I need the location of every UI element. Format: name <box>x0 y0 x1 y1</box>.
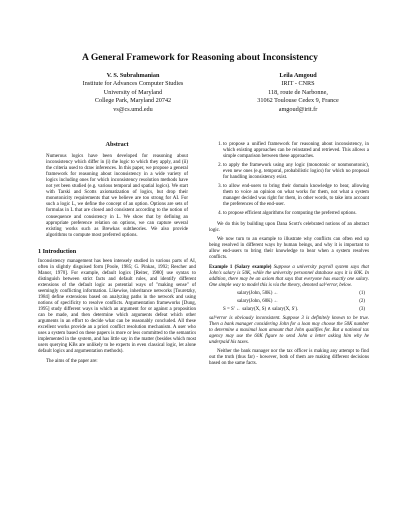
author-address: College Park, Maryland 20742 <box>94 97 172 105</box>
author-affiliation: Institute for Advances Computer Studies <box>82 80 184 88</box>
body-paragraph: We do this by building upon Dana Scott's celebrated notions of an abstract logic. <box>209 221 369 233</box>
aims-list-item: 4. to propose efficient algorithms for computing the preferred options. <box>223 211 369 217</box>
example-label: Example 1 (Salary example) <box>209 264 272 270</box>
formula-1 <box>209 291 369 297</box>
aims-list-item: 2. to apply the framework using any logic (monotonic or nonmonotonic), even new ones (e.g. temporal, probabilistic logics) for which no proposal for handling inconsistency exist. <box>223 163 369 181</box>
author-address: 31062 Toulouse Cedex 9, France <box>257 97 339 105</box>
body-paragraph: Neither the bank manager nor the tax officer is making any attempt to find out the truth (thus far) - however, both of them are making different decisions based on the same facts. <box>209 349 369 367</box>
formula-expression: salary(John, 50K) ← <box>237 290 279 296</box>
example-text: Suppose a university payroll system says that John's salary is 50K, while the university personnel database says it is 60K. In addition, there may be an axiom that says that everyone has exactly one salary. One simple way to model this is via the theory, denoted sal^error, below. <box>209 264 370 288</box>
paper-title: A General Framework for Reasoning about Inconsistency <box>82 52 318 63</box>
abstract-text: Numerous logics have been developed for reasoning about inconsistency which differ in (i) the logic to which they apply, and (ii) the criteria used to draw inferences. In this paper, we propose a general framework for reasoning about inconsistency in a wide variety of logics including ones for which inconsistency resolution methods have not yet been studied (e.g. various temporal and spatial logics). We start with Tarski and Scotts axiomatization of logics, but drop their monotonicity requirements that we believe are too strong for AI. For such a logic L, we define the concept of an option. Options are sets of formulas in L that are closed and consistent according to the notion of consequence and consistency in L. We show that by defining an appropriate preference relation on options, we can capture several existing works such as Brewkas subtheories. We also provide algorithms to compute most preferred options. <box>46 154 188 238</box>
right-column <box>209 142 369 371</box>
author-block-1 <box>58 72 208 114</box>
abstract-heading: Abstract <box>105 141 129 148</box>
formula-2 <box>209 299 369 305</box>
formula-expression: salary(John, 60K) ← <box>237 299 279 305</box>
body-paragraph: sal^error is obviously inconsistent. Suppose 3 is definitely known to be true. Then a bank manager considering John for a loan may choose the 50K number to determine a maximal loan amount that John qualifies for. But a national tax agency may use the 60K figure to send John a letter asking him why he underpaid his taxes. <box>209 316 369 346</box>
intro-aims-lead: The aims of the paper are: <box>46 358 98 364</box>
formula-number: (3) <box>359 307 365 313</box>
author-block-2 <box>228 72 368 114</box>
author-email: vs@cs.umd.edu <box>113 105 153 113</box>
author-name: V. S. Subrahmanian <box>106 72 160 79</box>
example-block <box>209 265 369 289</box>
formula-3 <box>209 307 369 313</box>
author-email: amgoud@irit.fr <box>278 105 318 113</box>
left-column <box>38 142 196 368</box>
body-paragraph: We now turn to an example to illustrate why conflicts can often end up being resolved in different ways by human beings, and why it is important to allow end-users to bring their knowledge to bear when a system resolves conflicts. <box>209 236 369 260</box>
aims-list-item: 1. to propose a unified framework for reasoning about inconsistency, in which existing approaches can be reinstated and retrieved. This allows a simple comparison between these approaches. <box>223 142 369 160</box>
section-heading-introduction: 1 Introduction <box>38 247 77 255</box>
author-affiliation: IRIT - CNRS <box>281 80 315 88</box>
author-university: 118, route de Narbonne, <box>268 88 328 96</box>
aims-list-item: 3. to allow end-users to bring their domain knowledge to bear, allowing them to voice an opinion on what works for them, not what a system manager decided was right for them, in other words, to take into account the preferences of the end-user. <box>223 184 369 208</box>
formula-number: (2) <box>359 299 365 305</box>
formula-number: (1) <box>359 290 365 296</box>
author-name: Leila Amgoud <box>279 72 317 79</box>
intro-paragraph: Inconsistency management has been intensely studied in various parts of AI, often in slightly disguised form [Poole, 1985; G. Pinkas, 1992; Rescher and Manor, 1970]. For example, default logics [Reiter, 1980] use syntax to distinguish between strict facts and default rules, and identify different extensions of the default logic as potential ways of "making sense" of seemingly conflicting information. Likewise, inheritance networks [Touretzky, 1984] define extensions based on analyzing paths in the network and using notions of specificity to resolve conflicts. Argumentation frameworks [Dung, 1995] study different ways in which an argument for or against a proposition can be made, and then determine which arguments defeat which other arguments in an effort to decide what can be reasonably concluded. All these excellent works provide an a priori conflict resolution mechanism. A user who uses a system based on these papers is more or less committed to the semantics implemented in the system, and has little say in the matter (besides which most users querying KBs are unlikely to be experts in even classical logic, let alone default logics and argumentation methods). <box>38 258 196 355</box>
formula-expression: S = S′ ← salary(X, S) ∧ salary(X, S′). <box>223 307 299 313</box>
author-university: University of Maryland <box>103 88 163 96</box>
aims-list <box>209 142 369 218</box>
